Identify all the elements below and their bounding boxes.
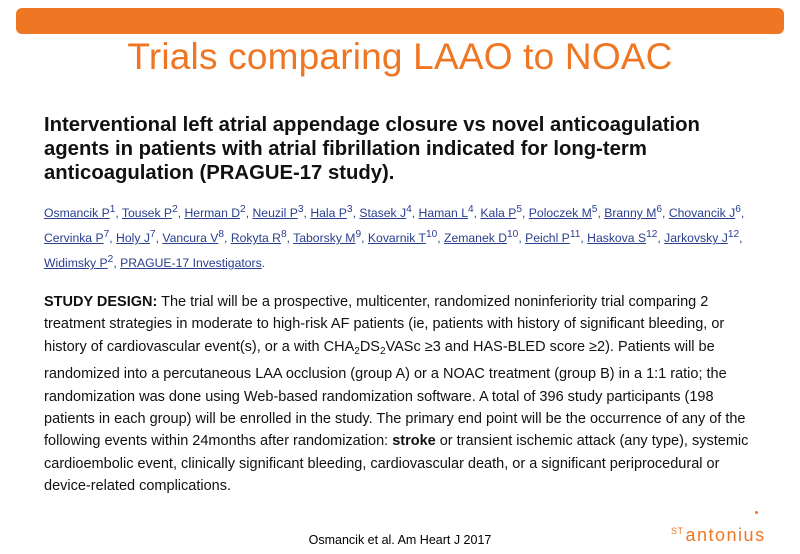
author-affiliation-number: 2 xyxy=(240,204,246,215)
author-link[interactable] xyxy=(529,206,598,220)
author-link[interactable] xyxy=(664,231,739,245)
cha-subscript-2: 2 xyxy=(379,345,386,357)
logo-name: antonius xyxy=(685,525,766,545)
author-link[interactable] xyxy=(419,206,474,220)
author-name: Holy J xyxy=(116,231,150,246)
stroke-emphasis: stroke xyxy=(392,433,436,450)
author-affiliation-number: 12 xyxy=(646,229,658,241)
author-name: Tousek P xyxy=(121,206,173,221)
author-affiliation-number: 9 xyxy=(355,229,362,241)
author-affiliation-number: 3 xyxy=(346,204,353,215)
author-affiliation-number: 5 xyxy=(591,204,598,215)
author-name: Peichl P xyxy=(525,231,570,246)
author-name: Chovancik J xyxy=(668,206,736,221)
author-link[interactable] xyxy=(231,231,287,245)
logo-dot-icon xyxy=(755,511,758,514)
slide-title: Trials comparing LAAO to NOAC xyxy=(127,36,673,77)
author-name: Herman D xyxy=(184,206,241,221)
article-title: Interventional left atrial appendage closure vs novel anticoagulation agents in patients with atrial fibrillation indicated for long-term anticoagulation (PRAGUE-17 study). xyxy=(44,114,700,184)
author-link[interactable] xyxy=(120,256,262,270)
top-accent-bar xyxy=(16,8,784,34)
author-affiliation-number: 10 xyxy=(507,229,519,241)
author-affiliation-number: 2 xyxy=(172,204,178,215)
author-link[interactable] xyxy=(604,206,662,220)
author-affiliation-number: 10 xyxy=(425,229,438,241)
author-name: Osmancik P xyxy=(44,206,110,221)
author-name: Zemanek D xyxy=(444,231,508,246)
author-link[interactable] xyxy=(669,206,741,220)
author-link[interactable] xyxy=(368,231,437,245)
author-link[interactable] xyxy=(480,206,522,220)
author-name: Kovarnik T xyxy=(367,231,426,246)
author-link[interactable] xyxy=(293,231,361,245)
author-link[interactable] xyxy=(162,231,224,245)
author-link[interactable] xyxy=(587,231,657,245)
author-link[interactable] xyxy=(44,206,115,220)
author-link[interactable] xyxy=(44,231,109,245)
author-affiliation-number: 4 xyxy=(406,204,412,215)
author-name: Vancura V xyxy=(162,231,219,246)
author-name: Haman L xyxy=(418,206,468,221)
author-link[interactable] xyxy=(525,231,580,245)
study-design-text-2: DS xyxy=(359,338,380,355)
author-link[interactable] xyxy=(359,206,411,220)
author-link[interactable] xyxy=(252,206,303,220)
study-design-text-3: VASc ≥3 and HAS-BLED score ≥2). Patients will be randomized into a percutaneous LAA occlusion (group A) or a NOAC treatment (group B) in a 1:1 ratio; the randomization was done using Web-based randomization software. A total of 396 study participants (198 patients in each group) will be enrolled in the study. The primary end point will be the occurrence of any of the following events within 24months after randomization: xyxy=(44,338,746,450)
author-affiliation-number: 8 xyxy=(218,229,225,241)
citation: Osmancik et al. Am Heart J 2017 xyxy=(308,533,492,547)
author-affiliation-number: 1 xyxy=(109,204,116,215)
author-affiliation-number: 6 xyxy=(735,204,741,215)
study-design-paragraph xyxy=(44,291,760,498)
author-affiliation-number: 8 xyxy=(280,229,287,241)
st-antonius-logo xyxy=(671,525,791,547)
study-design-text-1: The trial will be a prospective, multicenter, randomized noninferiority trial comparing 2 treatment strategies in moderate to high-risk AF patients (ie, patients with history of significant bleeding, or history of cardiovascular event(s), or a with CHA xyxy=(44,294,725,355)
author-name: Haskova S xyxy=(587,231,647,246)
author-name: Poloczek M xyxy=(528,206,592,221)
author-affiliation-number: 6 xyxy=(656,204,663,215)
logo-prefix: ST xyxy=(671,526,684,536)
author-affiliation-number: 11 xyxy=(569,229,581,241)
author-list: Osmancik $P^1$, Tousek $P^2$, Herman $D^2$, Neuzil $P^3$, Hala $P^3$, Stasek $J^4$, Haman $L^4$, Kala $P^5$, Poloczek $M^5$, Branny $M^6$, Chovancik $J^6$, Cervinka $P^7$, Holy $J^7$, Vancura $V^8$, Rokyta $R^8$, Taborsky $M^9$, Kovarnik $T^{10}$, Zemanek $D^{10}$, Peichl $P^{11}$, Haskova $S^{12}$, Jarkovsky $J^{12}$, Widimsky $P^2$, PRAGUE-17 Investigators. xyxy=(44,204,745,271)
author-name: Branny M xyxy=(604,206,657,221)
author-name: Widimsky P xyxy=(44,256,108,271)
author-name: Jarkovsky J xyxy=(664,231,728,246)
author-name: Kala P xyxy=(480,206,517,221)
author-affiliation-number: 2 xyxy=(107,254,114,266)
author-name: Stasek J xyxy=(359,206,407,221)
author-link[interactable] xyxy=(44,256,113,270)
study-design-text-4: or transient ischemic attack (any type), systemic cardioembolic event, clinically significant bleeding, cardiovascular death, or a significant periprocedural or device-related complications. xyxy=(44,433,749,495)
author-name: Cervinka P xyxy=(44,231,104,246)
author-affiliation-number: 5 xyxy=(516,204,522,215)
author-affiliation-number: 4 xyxy=(467,204,474,215)
author-affiliation-number: 7 xyxy=(149,229,156,241)
author-link[interactable] xyxy=(310,206,352,220)
author-name: PRAGUE-17 Investigators xyxy=(120,256,262,271)
author-affiliation-number: 12 xyxy=(727,229,740,241)
author-name: Hala P xyxy=(310,206,347,221)
author-link[interactable] xyxy=(116,231,156,245)
author-affiliation-number: 3 xyxy=(297,204,304,215)
author-link[interactable] xyxy=(122,206,178,220)
author-name: Rokyta R xyxy=(230,231,281,246)
author-link[interactable] xyxy=(185,206,246,220)
author-name: Taborsky M xyxy=(293,231,356,246)
author-affiliation-number: 7 xyxy=(103,229,110,241)
author-name: Neuzil P xyxy=(252,206,298,221)
study-design-label: STUDY DESIGN: xyxy=(44,294,158,310)
cha-subscript-1: 2 xyxy=(354,345,360,357)
author-link[interactable] xyxy=(444,231,518,245)
